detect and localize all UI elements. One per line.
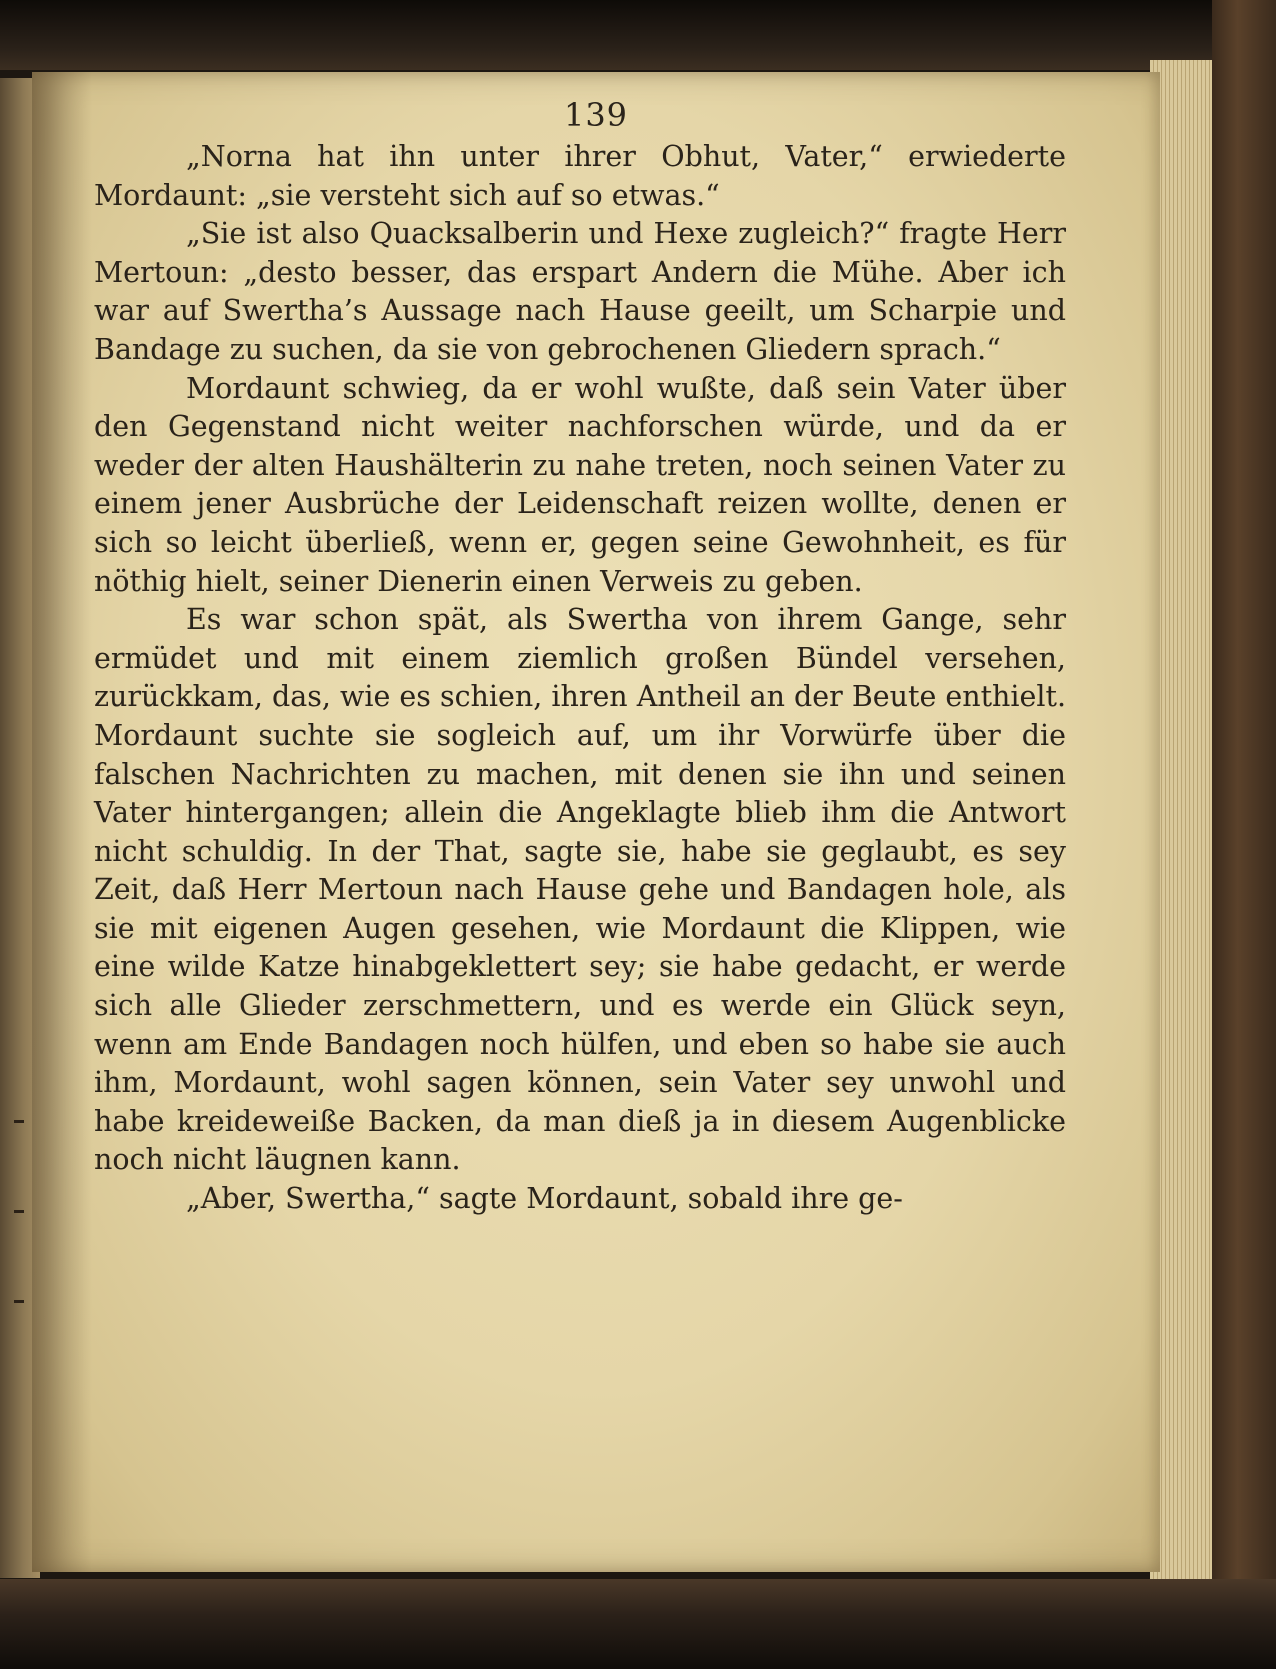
paragraph-3: Mordaunt schwieg, da er wohl wußte, daß sein Vater über den Gegenstand nicht weiter nachforschen würde, und da er weder der alten Haushälterin zu nahe treten, noch seinen Vater zu einem jener Ausbrüche der Leidenschaft reizen wollte, denen er sich so leicht überließ, wenn er, gegen seine Gewohnheit, es für nöthig hielt, seiner Dienerin einen Verweis zu geben. xyxy=(94,371,1066,598)
gutter-shadow xyxy=(32,72,92,1572)
paragraph-5: „Aber, Swertha,“ sagte Mordaunt, sobald ihre ge- xyxy=(186,1182,903,1216)
stacked-page-edges xyxy=(1150,60,1220,1580)
paragraph-1: „Norna hat ihn unter ihrer Obhut, Vater,“ erwiederte Mordaunt: „sie versteht sich auf so etwas.“ xyxy=(94,140,1066,212)
book-cover-right xyxy=(1212,0,1276,1669)
book-page xyxy=(32,72,1160,1572)
paragraph-2: „Sie ist also Quacksalberin und Hexe zugleich?“ fragte Herr Mertoun: „desto besser, das erspart Andern die Mühe. Aber ich war auf Swertha’s Aussage nach Hause geeilt, um Scharpie und Bandage zu suchen, da sie von gebrochenen Gliedern sprach.“ xyxy=(94,217,1066,366)
book-cover-bottom xyxy=(0,1579,1276,1669)
book-cover-top xyxy=(0,0,1276,70)
binding-stitch-marks xyxy=(14,0,26,1669)
page-text xyxy=(94,138,1066,1219)
page-number: 139 xyxy=(563,96,629,134)
paragraph-4: Es war schon spät, als Swertha von ihrem Gange, sehr ermüdet und mit einem ziemlich großen Bündel versehen, zurückkam, das, wie es schien, ihren Antheil an der Beute enthielt. Mordaunt suchte sie sogleich auf, um ihr Vorwürfe über die falschen Nachrichten zu machen, mit denen sie ihn und seinen Vater hintergangen; allein die Angeklagte blieb ihm die Antwort nicht schuldig. In der That, sagte sie, habe sie geglaubt, es sey Zeit, daß Herr Mertoun nach Hause gehe und Bandagen hole, als sie mit eigenen Augen gesehen, wie Mordaunt die Klippen, wie eine wilde Katze hinabgeklettert sey; sie habe gedacht, er werde sich alle Glieder zerschmettern, und es werde ein Glück seyn, wenn am Ende Bandagen noch hülfen, und eben so habe sie auch ihm, Mordaunt, wohl sagen können, sein Vater sey unwohl und habe kreideweiße Backen, da man dieß ja in diesem Augenblicke noch nicht läugnen kann. xyxy=(94,603,1067,1177)
